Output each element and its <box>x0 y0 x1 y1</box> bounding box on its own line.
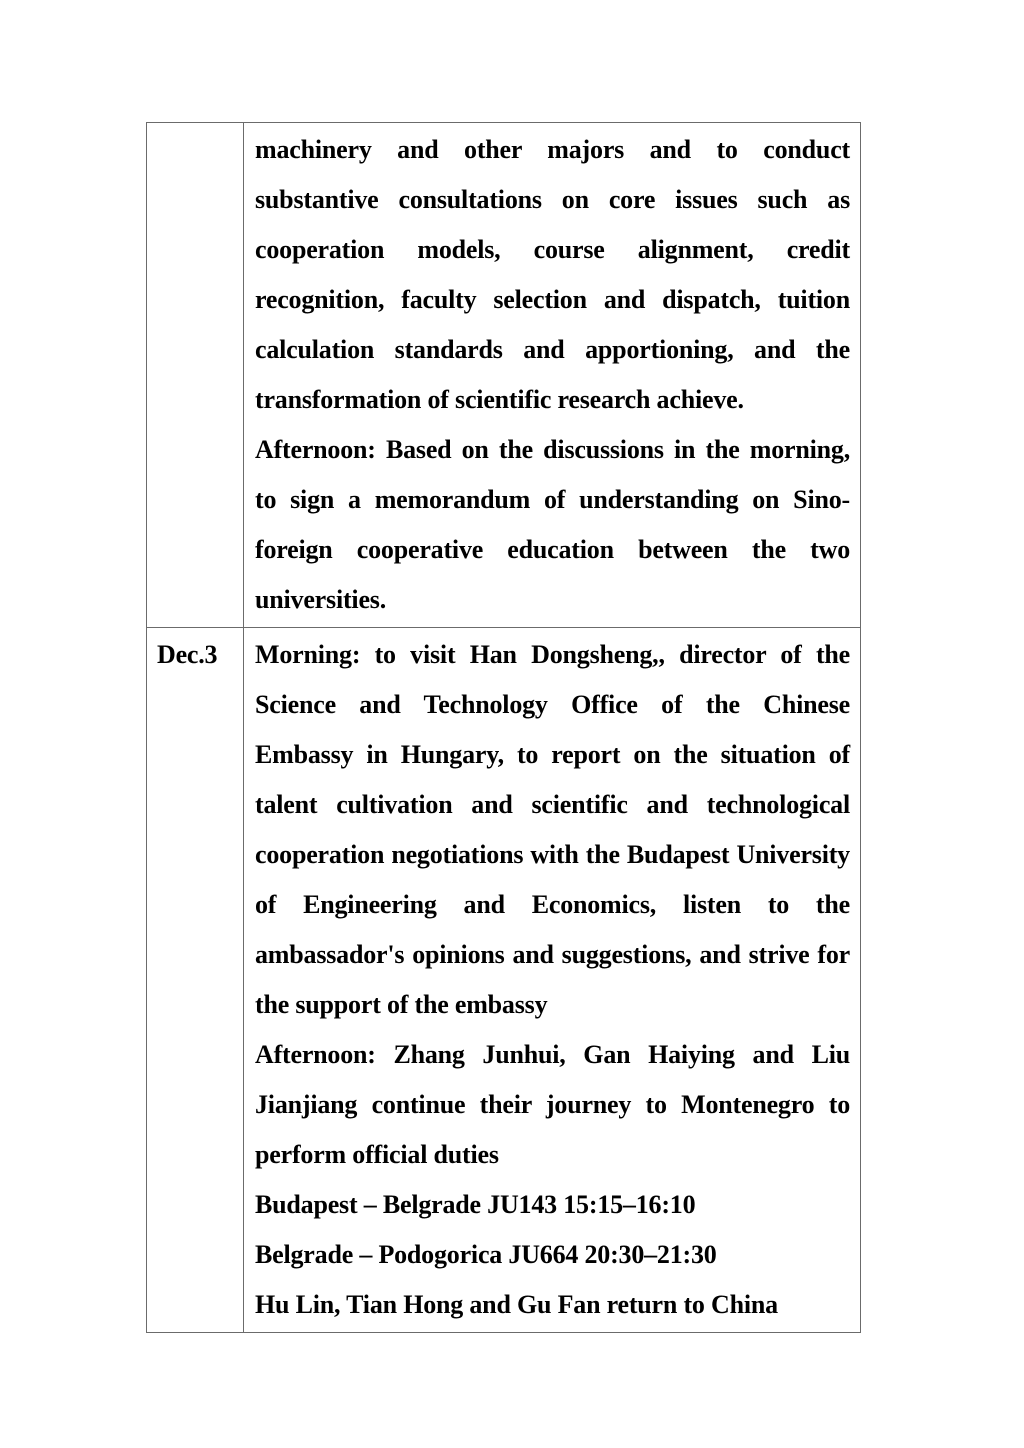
schedule-table <box>146 122 861 1333</box>
table-row <box>147 123 861 628</box>
schedule-paragraph: machinery and other majors and to conduct substantive consultations on core issues such as cooperation models, course alignment, credit recognition, faculty selection and dispatch, tuition calculation standards and apportioning, and the transformation of scientific research achieve. <box>255 135 850 414</box>
flight-line: Belgrade – Podogorica JU664 20:30–21:30 <box>255 1240 717 1269</box>
content-cell <box>244 628 861 1333</box>
schedule-paragraph: Afternoon: Based on the discussions in the morning, to sign a memorandum of understanding on Sino-foreign cooperative education between the two universities. <box>255 435 850 614</box>
date-cell <box>147 123 244 628</box>
table-row <box>147 628 861 1333</box>
flight-line: Budapest – Belgrade JU143 15:15–16:10 <box>255 1190 696 1219</box>
schedule-paragraph: Morning: to visit Han Dongsheng,, director of the Science and Technology Office of the Chinese Embassy in Hungary, to report on the situation of talent cultivation and scientific and technological cooperation negotiations with the Budapest University of Engineering and Economics, listen to the ambassador's opinions and suggestions, and strive for the support of the embassy <box>255 640 850 1019</box>
schedule-paragraph: Afternoon: Zhang Junhui, Gan Haiying and Liu Jianjiang continue their journey to Montenegro to perform official duties <box>255 1040 850 1169</box>
date-cell <box>147 628 244 1333</box>
date-label: Dec.3 <box>157 640 218 669</box>
content-cell <box>244 123 861 628</box>
schedule-paragraph: Hu Lin, Tian Hong and Gu Fan return to China <box>255 1290 778 1319</box>
